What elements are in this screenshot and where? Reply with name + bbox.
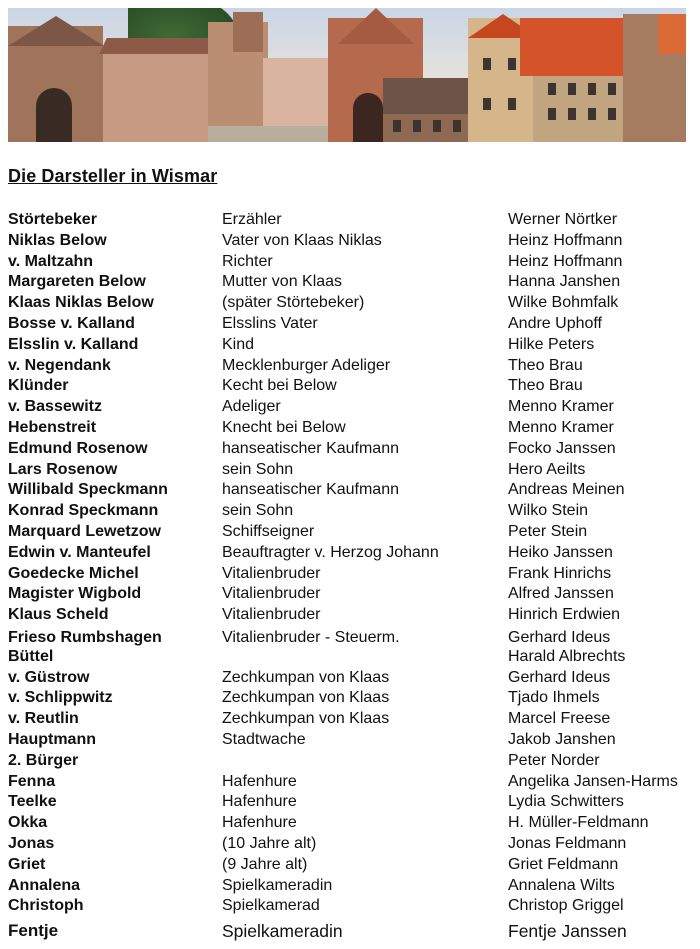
window — [433, 120, 441, 132]
cast-actor: Heinz Hoffmann — [508, 252, 623, 270]
cast-description: Elsslins Vater — [222, 314, 318, 332]
cast-role: Elsslin v. Kalland — [8, 335, 139, 353]
cast-description: Schiffseigner — [222, 522, 315, 540]
cast-actor: Tjado Ihmels — [508, 689, 600, 707]
cast-row — [8, 231, 698, 252]
cast-description: Richter — [222, 252, 273, 270]
cast-role: Jonas — [8, 834, 55, 852]
cast-row — [8, 543, 698, 564]
cast-description: Vater von Klaas Niklas — [222, 231, 382, 249]
cast-actor: Alfred Janssen — [508, 585, 614, 603]
cast-actor: Jakob Janshen — [508, 730, 616, 748]
cast-list — [8, 210, 698, 942]
window — [483, 58, 491, 70]
cast-description: Hafenhure — [222, 814, 297, 832]
cast-description: Hafenhure — [222, 793, 297, 811]
cast-role: v. Negendank — [8, 356, 111, 374]
cast-description: Spielkameradin — [222, 876, 333, 894]
cast-role: Goedecke Michel — [8, 564, 139, 582]
cast-actor: Wilko Stein — [508, 502, 589, 520]
cast-role: Niklas Below — [8, 231, 107, 249]
cast-description: Zechkumpan von Klaas — [222, 668, 390, 686]
cast-description: (9 Jahre alt) — [222, 855, 308, 873]
cast-row — [8, 439, 698, 460]
cast-role: Bosse v. Kalland — [8, 314, 135, 332]
cast-role: Klaus Scheld — [8, 606, 109, 624]
cast-role: Willibald Speckmann — [8, 481, 168, 499]
cast-actor: Hero Aeilts — [508, 460, 586, 478]
cast-description: Vitalienbruder — [222, 585, 321, 603]
cast-description: Spielkameradin — [222, 921, 343, 942]
cast-row — [8, 647, 698, 668]
cast-actor: Gerhard Ideus — [508, 628, 611, 646]
cast-role: 2. Bürger — [8, 751, 79, 769]
cast-description: (später Störtebeker) — [222, 294, 365, 312]
cast-actor: Theo Brau — [508, 356, 583, 374]
cast-role: Fentje — [8, 921, 59, 941]
cast-actor: Heinz Hoffmann — [508, 231, 623, 249]
cast-actor: Hilke Peters — [508, 335, 595, 353]
cast-description: Hafenhure — [222, 772, 297, 790]
cast-actor: Hinrich Erdwien — [508, 606, 621, 624]
cast-role: v. Schlippwitz — [8, 689, 113, 707]
cast-description: Zechkumpan von Klaas — [222, 689, 390, 707]
cast-role: Klünder — [8, 377, 69, 395]
cast-role: v. Maltzahn — [8, 252, 94, 270]
window — [548, 108, 556, 120]
cast-actor: Theo Brau — [508, 377, 583, 395]
cast-role: Edwin v. Manteufel — [8, 543, 151, 561]
cast-actor: Annalena Wilts — [508, 876, 615, 894]
cast-row — [8, 418, 698, 439]
cast-actor: Angelika Jansen-Harms — [508, 772, 678, 790]
cast-row — [8, 480, 698, 501]
cast-actor: Marcel Freese — [508, 710, 611, 728]
window — [568, 83, 576, 95]
cast-description: Spielkamerad — [222, 897, 320, 915]
cast-row — [8, 855, 698, 876]
cast-actor: Hanna Janshen — [508, 273, 621, 291]
cast-role: Griet — [8, 855, 46, 873]
cast-row — [8, 272, 698, 293]
cast-actor: Peter Norder — [508, 751, 600, 769]
cast-actor: Wilke Bohmfalk — [508, 294, 619, 312]
cast-actor: Peter Stein — [508, 522, 588, 540]
cast-actor: Christop Griggel — [508, 897, 624, 915]
window — [568, 108, 576, 120]
low-building-roof — [383, 78, 473, 114]
cast-row — [8, 522, 698, 543]
cast-row — [8, 210, 698, 231]
cast-description: Knecht bei Below — [222, 418, 346, 436]
cast-description: hanseatischer Kaufmann — [222, 481, 399, 499]
cast-actor: Harald Albrechts — [508, 647, 626, 665]
cast-actor: Frank Hinrichs — [508, 564, 612, 582]
cast-role: Hauptmann — [8, 730, 96, 748]
window — [413, 120, 421, 132]
cast-description: Erzähler — [222, 211, 282, 228]
cast-actor: Werner Nörtker — [508, 211, 618, 228]
window — [508, 98, 516, 110]
cast-description: hanseatischer Kaufmann — [222, 439, 399, 457]
cast-row — [8, 896, 698, 917]
cast-row — [8, 730, 698, 751]
town-banner-image — [8, 8, 686, 142]
building-right-roof — [658, 14, 686, 54]
cast-role: v. Bassewitz — [8, 398, 102, 416]
cast-actor: Griet Feldmann — [508, 855, 619, 873]
cast-row — [8, 626, 698, 647]
cast-row — [8, 792, 698, 813]
cast-row — [8, 252, 698, 273]
cast-actor: Menno Kramer — [508, 398, 614, 416]
cast-row — [8, 668, 698, 689]
cast-description: sein Sohn — [222, 502, 294, 520]
cast-description: Vitalienbruder — [222, 606, 321, 624]
window — [483, 98, 491, 110]
cast-role: v. Güstrow — [8, 668, 90, 686]
window — [588, 83, 596, 95]
cast-row — [8, 813, 698, 834]
cast-role: Konrad Speckmann — [8, 502, 159, 520]
cast-row — [8, 376, 698, 397]
cast-role: Christoph — [8, 897, 84, 915]
cast-description: Vitalienbruder - Steuerm. — [222, 628, 400, 646]
window — [393, 120, 401, 132]
cast-role: Störtebeker — [8, 211, 97, 228]
city-gate-gable — [338, 8, 414, 44]
window — [453, 120, 461, 132]
cast-row — [8, 397, 698, 418]
cast-row — [8, 834, 698, 855]
cast-row — [8, 293, 698, 314]
cast-actor: Fentje Janssen — [508, 921, 627, 942]
cast-description: Beauftragter v. Herzog Johann — [222, 543, 439, 561]
cast-description: Kecht bei Below — [222, 377, 337, 395]
cast-actor: Andre Uphoff — [508, 314, 602, 332]
cast-row — [8, 314, 698, 335]
cast-role: Teelke — [8, 793, 57, 811]
cast-role: Okka — [8, 814, 48, 832]
house-row-roof — [99, 38, 216, 54]
cast-row — [8, 460, 698, 481]
cast-actor: H. Müller-Feldmann — [508, 814, 649, 832]
church-tower — [233, 12, 263, 52]
cast-row — [8, 876, 698, 897]
cast-description: Adeliger — [222, 398, 281, 416]
cast-role: Klaas Niklas Below — [8, 294, 154, 312]
cast-row — [8, 688, 698, 709]
window — [608, 83, 616, 95]
cast-actor: Andreas Meinen — [508, 481, 625, 499]
cast-actor: Focko Janssen — [508, 439, 616, 457]
cast-description: Mutter von Klaas — [222, 273, 343, 291]
cast-role: Büttel — [8, 647, 54, 665]
cast-row — [8, 584, 698, 605]
cast-row — [8, 335, 698, 356]
cast-actor: Gerhard Ideus — [508, 668, 611, 686]
cast-actor: Lydia Schwitters — [508, 793, 624, 811]
cast-role: Hebenstreit — [8, 418, 97, 436]
window — [508, 58, 516, 70]
cast-row — [8, 356, 698, 377]
cast-row — [8, 917, 698, 942]
cast-description: Kind — [222, 335, 255, 353]
window — [608, 108, 616, 120]
cast-description: Zechkumpan von Klaas — [222, 710, 390, 728]
cast-role: Frieso Rumbshagen — [8, 628, 162, 646]
cast-actor: Jonas Feldmann — [508, 834, 627, 852]
cast-role: Marquard Lewetzow — [8, 522, 161, 540]
cast-actor: Menno Kramer — [508, 418, 614, 436]
cast-description: Stadtwache — [222, 730, 306, 748]
cast-row — [8, 564, 698, 585]
cast-role: Magister Wigbold — [8, 585, 142, 603]
cast-row — [8, 709, 698, 730]
cast-description: sein Sohn — [222, 460, 294, 478]
cast-description: (10 Jahre alt) — [222, 834, 317, 852]
cast-row — [8, 501, 698, 522]
window — [548, 83, 556, 95]
cast-row — [8, 605, 698, 626]
cast-role: v. Reutlin — [8, 710, 79, 728]
cast-role: Fenna — [8, 772, 56, 790]
archway — [36, 88, 72, 142]
cast-row — [8, 751, 698, 772]
cast-role: Lars Rosenow — [8, 460, 118, 478]
cast-role: Edmund Rosenow — [8, 439, 148, 457]
window — [588, 108, 596, 120]
cast-row — [8, 772, 698, 793]
cast-actor: Heiko Janssen — [508, 543, 613, 561]
red-roof — [520, 18, 640, 76]
cast-role: Annalena — [8, 876, 81, 894]
city-gate-arch — [353, 93, 383, 142]
cast-role: Margareten Below — [8, 273, 146, 291]
building-left-roof — [8, 16, 104, 46]
cast-description: Vitalienbruder — [222, 564, 321, 582]
house-row — [103, 48, 213, 142]
cast-description: Mecklenburger Adeliger — [222, 356, 391, 374]
street — [208, 126, 348, 142]
page-title: Die Darsteller in Wismar — [8, 166, 218, 186]
